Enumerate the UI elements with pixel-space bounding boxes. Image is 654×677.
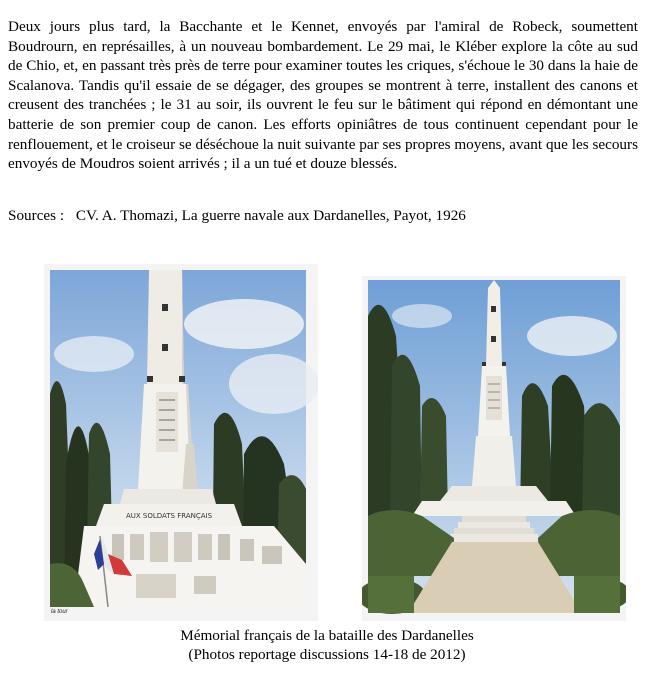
photo-small-caption: la tour (51, 609, 68, 615)
memorial-photo-left (44, 264, 318, 621)
sources-label: Sources : (8, 207, 65, 224)
memorial-photo-right (362, 276, 626, 621)
article-paragraph: Deux jours plus tard, la Bacchante et le Kennet, envoyés par l'amiral de Robeck, soumettent Boudrourn, en représailles, à un nouveau bombardement. Le 29 mai, le Kléber explore la côte au sud de Chio, et, en passant très près de terre pour examiner toutes les criques, s'échoue le 30 dans la haie de Scalanova. Tandis qu'il essaie de se dégager, des groupes se montrent à terre, installent des canons et creusent des tranchées ; le 31 au soir, ils ouvrent le feu sur le bâtiment qui répond en démontant une batterie de son premier coup de canon. Les efforts opiniâtres de tous continuent cependant pour le renflouement, et le croiseur se déséchoue la nuit suivante par ses propres moyens, avant que les secours envoyés de Moudros soient arrivés ; il a un tué et douze blessés. (8, 18, 638, 173)
memorial-photo-right-image (362, 276, 626, 621)
sources-reference: CV. A. Thomazi, La guerre navale aux Dardanelles, Payot, 1926 (75, 207, 466, 224)
figure-caption-title: Mémorial français de la bataille des Dardanelles (180, 627, 474, 644)
memorial-photo-left-image (44, 264, 318, 621)
svg-text:AUX SOLDATS FRANÇAIS: AUX SOLDATS FRANÇAIS (125, 512, 213, 520)
sources-line (8, 206, 638, 225)
figure-caption-credit: (Photos reportage discussions 14-18 de 2012) (188, 646, 466, 663)
